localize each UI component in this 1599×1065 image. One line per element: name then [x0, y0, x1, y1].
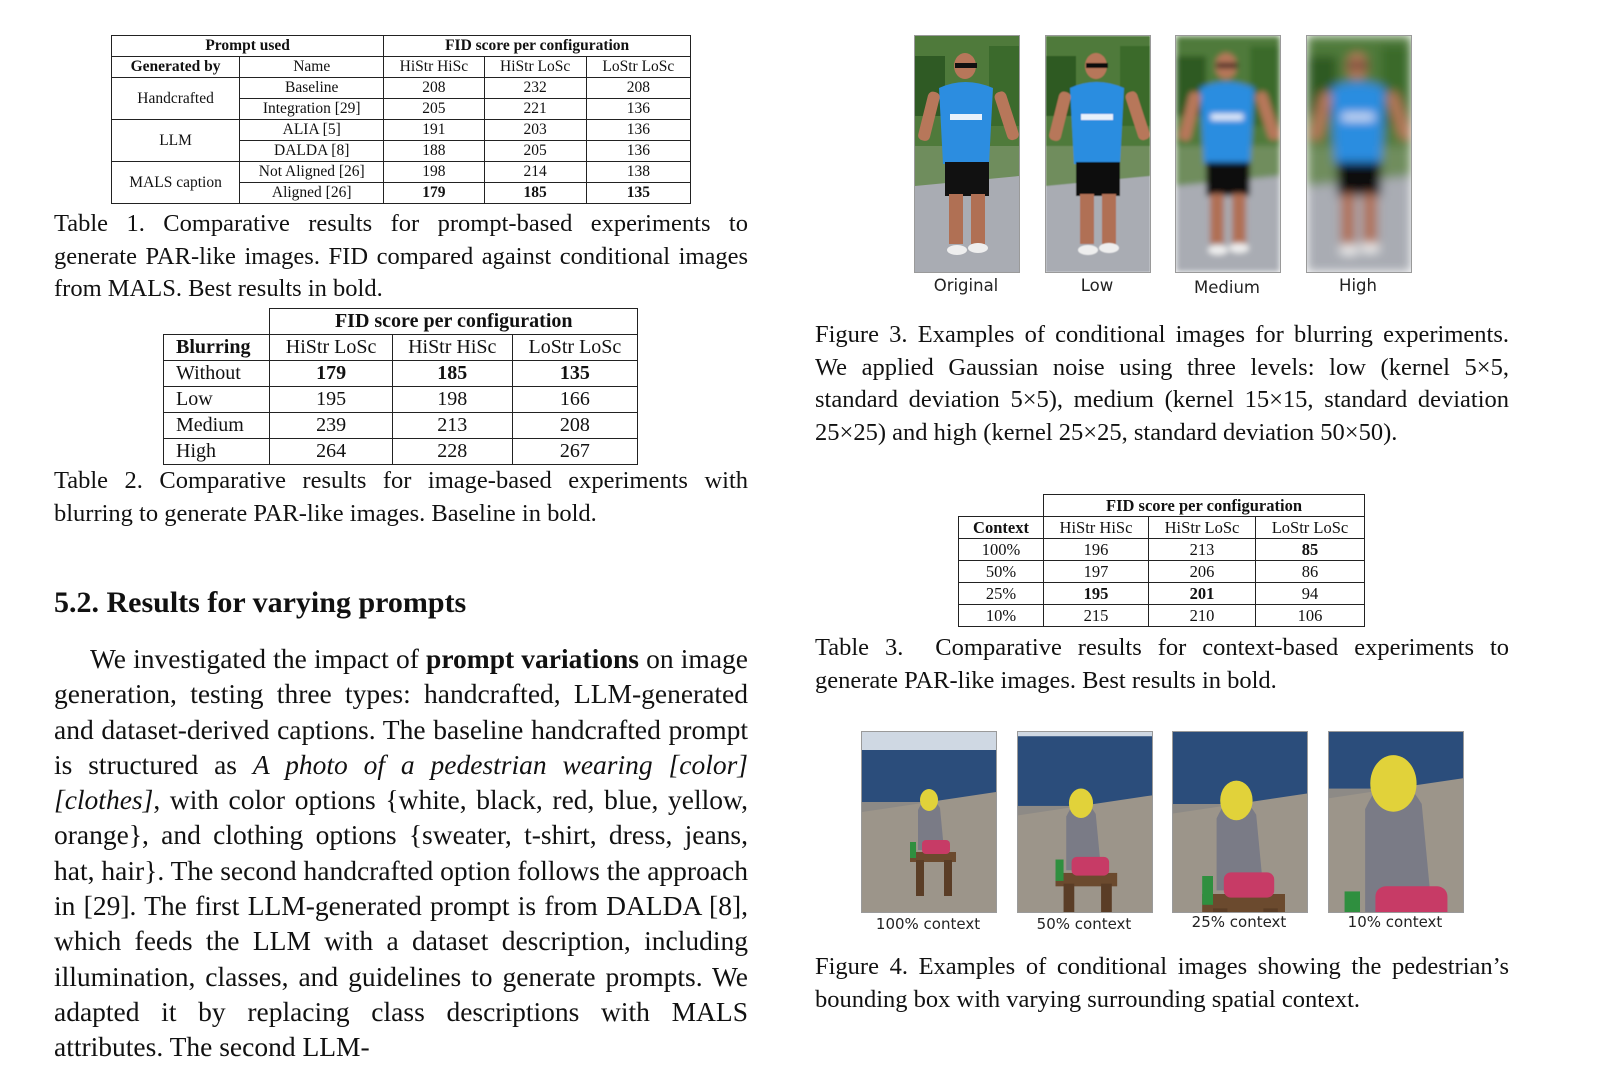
t3-cell-best: 85: [1256, 539, 1365, 561]
t3-empty-corner: [959, 495, 1044, 517]
t1-cell: 205: [484, 141, 586, 162]
figure-4-50-context-image: [1017, 731, 1153, 913]
figure-4-10-context-image: [1328, 731, 1464, 913]
figure-3-medium-blur-image: [1175, 35, 1281, 273]
figure-3-label: Medium: [1194, 278, 1260, 297]
para-text: We investigated the impact of: [90, 643, 427, 674]
figure-3-high-blur-image: [1306, 35, 1412, 273]
t2-cell: 239: [270, 413, 392, 439]
para-text: , with color options {white, black, red, blue, yellow, orange}, and clothing options {sweater, t-shirt, dress, jeans, hat, hair}. The second handcrafted option follows the approach in [29]. The first LLM-generated prompt is from DALDA [8], which feeds the LLM with a dataset description, including illumination, classes, and guidelines to generate prompts. We adapted it by replacing class descriptions with MALS attributes. The second LLM-: [54, 784, 748, 1063]
t3-cell-best: 195: [1044, 583, 1149, 605]
figure-3-low-blur-image: [1045, 35, 1151, 273]
t1-cell: 191: [384, 120, 484, 141]
t3-cell: 94: [1256, 583, 1365, 605]
t2-cell: 198: [392, 387, 512, 413]
t1-cell: 208: [384, 78, 484, 99]
t1-col-config: LoStr LoSc: [586, 57, 690, 78]
figure-4-100-context-image: [861, 731, 997, 913]
t2-cell: 195: [270, 387, 392, 413]
t2-row-label: Without: [164, 361, 270, 387]
t1-header-prompt: Prompt used: [112, 36, 384, 57]
t2-cell-baseline: 185: [392, 361, 512, 387]
t1-col-config: HiStr LoSc: [484, 57, 586, 78]
table-row: [959, 583, 1365, 605]
figure-3-label: High: [1339, 276, 1377, 295]
t2-col-config: HiStr LoSc: [270, 335, 392, 361]
t2-row-label: Low: [164, 387, 270, 413]
figure-4-label: 10% context: [1347, 913, 1443, 931]
t1-cell: 198: [384, 162, 484, 183]
t1-row-name: DALDA [8]: [240, 141, 384, 162]
section-paragraph: [54, 641, 748, 1065]
t1-row-name: Baseline: [240, 78, 384, 99]
t2-cell: 228: [392, 439, 512, 465]
table-row: [959, 605, 1365, 627]
t2-row-label: High: [164, 439, 270, 465]
t1-cell-best: 179: [384, 183, 484, 204]
t2-cell: 267: [512, 439, 637, 465]
t2-col-config: LoStr LoSc: [512, 335, 637, 361]
t3-row-label: 50%: [959, 561, 1044, 583]
t1-header-fid: FID score per configuration: [384, 36, 691, 57]
t3-cell-best: 201: [1149, 583, 1256, 605]
t1-cell: 203: [484, 120, 586, 141]
t1-cell: 188: [384, 141, 484, 162]
t1-cell: 136: [586, 99, 690, 120]
t1-cell: 205: [384, 99, 484, 120]
t3-row-label: 25%: [959, 583, 1044, 605]
table-row: [959, 539, 1365, 561]
t2-col-config: HiStr HiSc: [392, 335, 512, 361]
table-1-caption: Table 1. Comparative results for prompt-based experiments to generate PAR-like images. FID compared against conditional images from MALS. Best results in bold.: [54, 210, 748, 302]
t3-row-label: 10%: [959, 605, 1044, 627]
t3-col-context: Context: [959, 517, 1044, 539]
table-row: [959, 561, 1365, 583]
t2-empty-corner: [164, 309, 270, 335]
t1-cell: 138: [586, 162, 690, 183]
table-row: [164, 413, 638, 439]
table-row: [164, 361, 638, 387]
t1-group-label: MALS caption: [112, 162, 240, 204]
t2-cell-baseline: 179: [270, 361, 392, 387]
table-2-caption: Table 2. Comparative results for image-based experiments with blurring to generate PAR-like images. Baseline in bold.: [54, 467, 748, 527]
table-row: [164, 387, 638, 413]
t2-cell: 264: [270, 439, 392, 465]
t2-header-fid: FID score per configuration: [270, 309, 638, 335]
t1-row-name: ALIA [5]: [240, 120, 384, 141]
para-bold: prompt variations: [426, 643, 639, 674]
table-3: [958, 494, 1365, 627]
t1-cell: 208: [586, 78, 690, 99]
t1-col-config: HiStr HiSc: [384, 57, 484, 78]
figure-4-label: 50% context: [1036, 915, 1132, 933]
t3-cell: 106: [1256, 605, 1365, 627]
t3-col-config: LoStr LoSc: [1256, 517, 1365, 539]
table-1: [111, 35, 691, 204]
t3-cell: 197: [1044, 561, 1149, 583]
figure-3-label: Original: [933, 276, 999, 295]
table-row: [112, 162, 691, 183]
t1-row-name: Not Aligned [26]: [240, 162, 384, 183]
table-2: [163, 308, 638, 465]
section-heading: 5.2. Results for varying prompts: [54, 586, 467, 619]
figure-3-caption: Figure 3. Examples of conditional images for blurring experiments. We applied Gaussian noise using three levels: low (kernel 5×5, standard deviation 5×5), medium (kernel 15×15, standard deviation 25×25) and high (kernel 25×25, standard deviation 50×50).: [815, 321, 1509, 446]
figure-3-label: Low: [1080, 276, 1114, 295]
t2-col-blurring: Blurring: [164, 335, 270, 361]
t2-row-label: Medium: [164, 413, 270, 439]
para-text: on image generation, testing three types: handcrafted, LLM-generated and dataset-derived captions. The baseline handcrafted prompt is structured as: [54, 643, 748, 780]
table-row: [112, 78, 691, 99]
table-3-caption: Table 3. Comparative results for context-based experiments to generate PAR-like images. Best results in bold.: [815, 634, 1516, 694]
para-italic: A photo of a pedestrian wearing [color] [clothes]: [54, 748, 748, 816]
figure-4-25-context-image: [1172, 731, 1308, 913]
t2-cell: 166: [512, 387, 637, 413]
t1-cell: 214: [484, 162, 586, 183]
t3-cell: 215: [1044, 605, 1149, 627]
t2-cell: 213: [392, 413, 512, 439]
t3-cell: 86: [1256, 561, 1365, 583]
t1-group-label: Handcrafted: [112, 78, 240, 120]
t3-cell: 196: [1044, 539, 1149, 561]
t3-cell: 213: [1149, 539, 1256, 561]
t3-row-label: 100%: [959, 539, 1044, 561]
t1-row-name: Aligned [26]: [240, 183, 384, 204]
t1-cell-best: 185: [484, 183, 586, 204]
t3-cell: 206: [1149, 561, 1256, 583]
t1-cell: 136: [586, 141, 690, 162]
figure-4-caption: Figure 4. Examples of conditional images showing the pedestrian’s bounding box with varying surrounding spatial context.: [815, 953, 1509, 1013]
t1-row-name: Integration [29]: [240, 99, 384, 120]
t1-cell-best: 135: [586, 183, 690, 204]
figure-4-label: 25% context: [1191, 913, 1287, 931]
t1-col-generated-by: Generated by: [112, 57, 240, 78]
table-row: [112, 120, 691, 141]
t2-cell-baseline: 135: [512, 361, 637, 387]
t1-cell: 232: [484, 78, 586, 99]
table-row: [164, 439, 638, 465]
figure-4-label: 100% context: [875, 915, 981, 933]
t1-cell: 136: [586, 120, 690, 141]
t1-cell: 221: [484, 99, 586, 120]
figure-3-original-image: [914, 35, 1020, 273]
t1-col-name: Name: [240, 57, 384, 78]
t3-cell: 210: [1149, 605, 1256, 627]
t3-header-fid: FID score per configuration: [1044, 495, 1365, 517]
t2-cell: 208: [512, 413, 637, 439]
t1-group-label: LLM: [112, 120, 240, 162]
t3-col-config: HiStr HiSc: [1044, 517, 1149, 539]
t3-col-config: HiStr LoSc: [1149, 517, 1256, 539]
